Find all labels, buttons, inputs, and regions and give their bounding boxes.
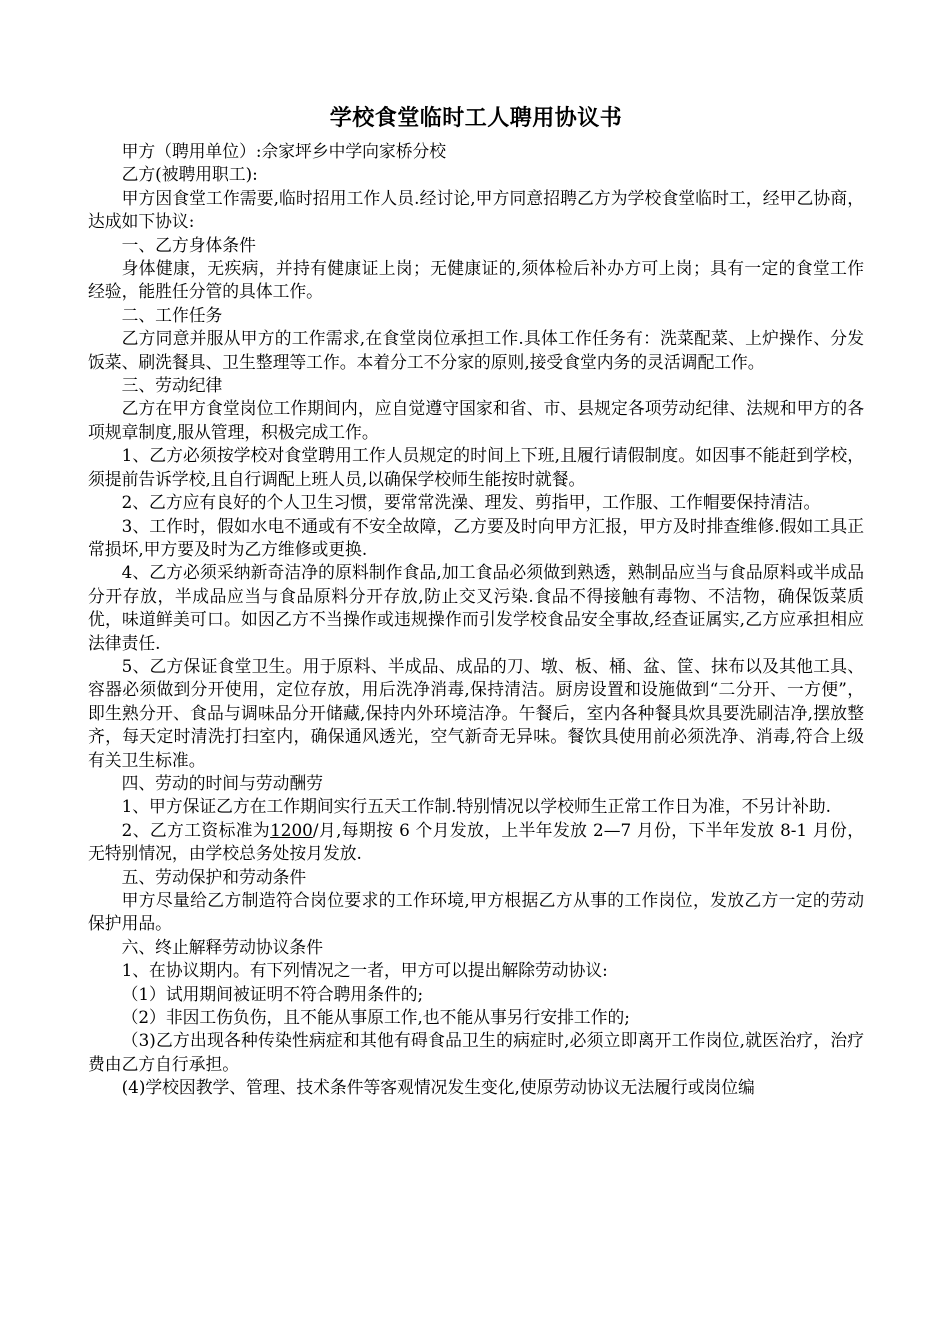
tasks-paragraph: 乙方同意并服从甲方的工作需求,在食堂岗位承担工作.具体工作任务有：洗菜配菜、上炉操作、分发饭菜、刷洗餐具、卫生整理等工作。本着分工不分家的原则,接受食堂内务的灵活调配工作。 <box>88 328 864 372</box>
section-heading-hours-pay: 四、劳动的时间与劳动酬劳 <box>121 772 323 793</box>
wage-suffix: /月,每期按 6 个月发放，上半年发放 2—7 月份，下半年发放 8-1 月份，无特别情况，由学校总务处按月发放. <box>88 819 864 864</box>
termination-subitem-1: （1）试用期间被证明不符合聘用条件的; <box>121 983 424 1004</box>
discipline-paragraph: 乙方在甲方食堂岗位工作期间内，应自觉遵守国家和省、市、县规定各项劳动纪律、法规和甲方的各项规章制度,服从管理，积极完成工作。 <box>88 398 864 442</box>
section-heading-termination: 六、终止解释劳动协议条件 <box>121 936 323 957</box>
party-b-line: 乙方(被聘用职工): <box>121 164 258 185</box>
wage-prefix: 2、乙方工资标准为 <box>121 819 271 840</box>
discipline-item-5: 5、乙方保证食堂卫生。用于原料、半成品、成品的刀、墩、板、桶、盆、筐、抹布以及其他工具、容器必须做到分开使用，定位存放，用后洗净消毒,保持清洁。厨房设置和设施做到“二分开、一方便”，即生熟分开、食品与调味品分开储藏,保持内外环境洁净。午餐后，室内各种餐具炊具要洗刷洁净,摆放整齐，每天定时清洗打扫室内，确保通风透光，空气新奇无异味。餐饮具使用前必须洗净、消毒,符合上级有关卫生标准。 <box>88 655 864 770</box>
section-heading-health: 一、乙方身体条件 <box>121 234 256 255</box>
section-heading-tasks: 二、工作任务 <box>121 304 223 325</box>
discipline-item-1: 1、乙方必须按学校对食堂聘用工作人员规定的时间上下班,且履行请假制度。如因事不能赶到学校，须提前告诉学校,且自行调配上班人员,以确保学校师生能按时就餐。 <box>88 445 864 489</box>
wage-item-2 <box>88 819 864 866</box>
health-paragraph: 身体健康，无疾病，并持有健康证上岗；无健康证的,须体检后补办方可上岗；具有一定的食堂工作经验，能胜任分管的具体工作。 <box>88 258 864 302</box>
party-a-line: 甲方（聘用单位）:佘家坪乡中学向家桥分校 <box>121 141 447 161</box>
termination-subitem-2: （2）非因工伤负伤，且不能从事原工作,也不能从事另行安排工作的; <box>121 1007 630 1028</box>
document-title: 学校食堂临时工人聘用协议书 <box>329 106 623 131</box>
discipline-item-2: 2、乙方应有良好的个人卫生习惯，要常常洗澡、理发、剪指甲，工作服、工作帽要保持清洁。 <box>121 492 821 513</box>
hours-item-1: 1、甲方保证乙方在工作期间实行五天工作制.特别情况以学校师生正常工作日为准，不另计补助. <box>121 796 831 817</box>
wage-amount: 1200 <box>270 819 313 840</box>
section-heading-discipline: 三、劳动纪律 <box>121 375 223 396</box>
termination-subitem-4: (4)学校因教学、管理、技术条件等客观情况发生变化,使原劳动协议无法履行或岗位编 <box>121 1077 755 1098</box>
agreement-document <box>88 104 864 1100</box>
section-heading-protection: 五、劳动保护和劳动条件 <box>121 866 307 887</box>
discipline-item-3: 3、工作时，假如水电不通或有不安全故障，乙方要及时向甲方汇报，甲方及时排查维修.假如工具正常损坏,甲方要及时为乙方维修或更换. <box>88 515 864 559</box>
preamble-paragraph: 甲方因食堂工作需要,临时招用工作人员.经讨论,甲方同意招聘乙方为学校食堂临时工，经甲乙协商，达成如下协议: <box>88 187 864 232</box>
protection-paragraph: 甲方尽量给乙方制造符合岗位要求的工作环境,甲方根据乙方从事的工作岗位，发放乙方一定的劳动保护用品。 <box>88 890 864 934</box>
termination-subitem-3: （3)乙方出现各种传染性病症和其他有碍食品卫生的病症时,必须立即离开工作岗位,就医治疗，治疗费由乙方自行承担。 <box>88 1030 864 1074</box>
discipline-item-4: 4、乙方必须采纳新奇洁净的原料制作食品,加工食品必须做到熟透，熟制品应当与食品原料或半成品分开存放，半成品应当与食品原料分开存放,防止交叉污染.食品不得接触有毒物、不洁物，确保饭菜质优，味道鲜美可口。如因乙方不当操作或违规操作而引发学校食品安全事故,经查证属实,乙方应承担相应法律责任. <box>88 562 864 653</box>
termination-item-1: 1、在协议期内。有下列情况之一者，甲方可以提出解除劳动协议: <box>121 960 608 981</box>
